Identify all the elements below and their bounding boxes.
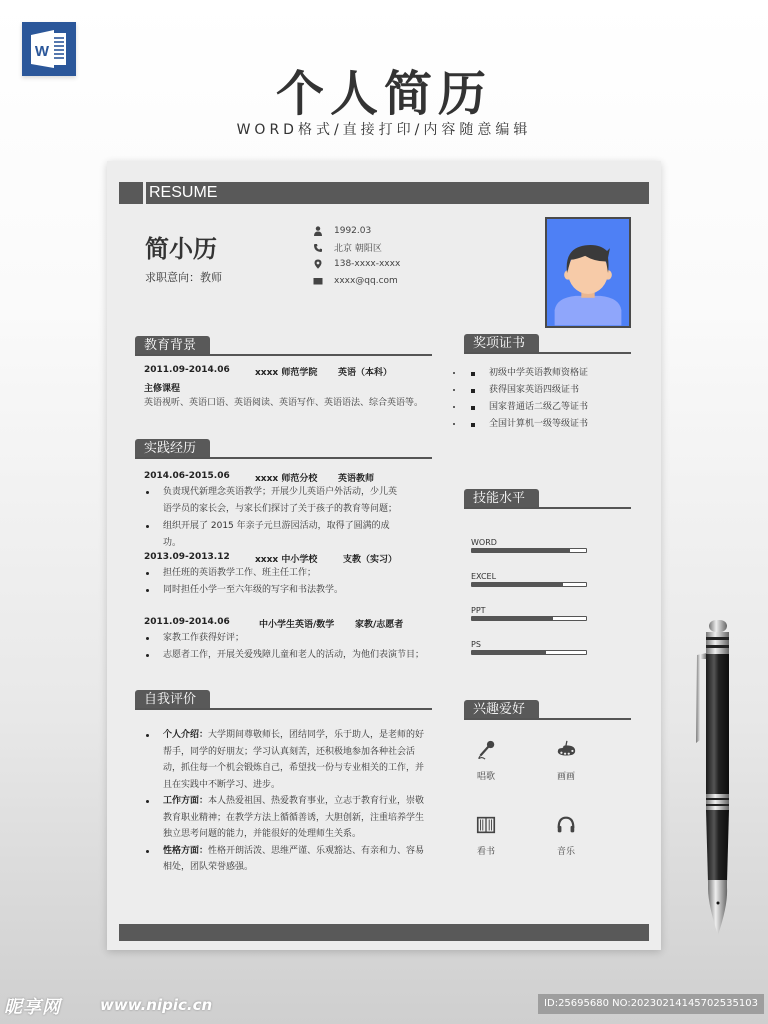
section-self-eval-header — [135, 690, 432, 710]
svg-text:W: W — [34, 43, 50, 60]
skill-word — [471, 537, 587, 553]
skill-ps — [471, 639, 587, 655]
entry-org: xxxx 师范分校 — [255, 474, 318, 484]
skill-label: EXCEL — [471, 572, 497, 581]
section-divider — [464, 507, 631, 509]
item-text: 本人热爱祖国、热爱教育事业，立志于教育行业，崇敬教育职业精神；在教学方法上循循善诱，大胆创新，注重培养学生独立思考问题的能力，并能很好的处理师生关系。 — [163, 796, 425, 839]
section-skills-header — [464, 489, 631, 509]
watermark-logo: 昵享网 — [4, 997, 61, 1018]
watermark-url: www.nipic.cn — [100, 996, 213, 1014]
contact-address — [312, 240, 400, 257]
hobby-label: 看书 — [476, 847, 495, 857]
contact-email — [312, 273, 400, 290]
skill-bar — [471, 582, 587, 587]
contact-birth — [312, 223, 400, 240]
awards-list — [464, 365, 644, 433]
avatar-photo — [545, 217, 631, 328]
resume-banner-square — [119, 182, 143, 204]
list-item — [144, 793, 429, 843]
section-title: 技能水平 — [464, 489, 539, 508]
section-hobbies-header — [464, 700, 631, 720]
entry-role: 家教/志愿者 — [355, 620, 404, 630]
watermark-id: ID:25695680 NO:20230214145702535103 — [538, 994, 764, 1014]
hobby-label: 画画 — [556, 772, 575, 782]
list-item: 志愿者工作，开展关爱残障儿童和老人的活动，为他们表演节目； — [144, 647, 444, 664]
list-item: • 获得国家英语四级证书 — [464, 382, 644, 399]
item-text: 性格开朗活泼、思维严谨、乐观豁达、有亲和力、容易相处，团队荣誉感强。 — [163, 845, 425, 872]
list-item: 同时担任小学一至六年级的写字和书法教学。 — [144, 582, 434, 599]
list-item — [144, 843, 429, 876]
skill-bar — [471, 548, 587, 553]
hobby-label: 音乐 — [556, 847, 575, 857]
experience-bullets — [144, 565, 434, 599]
contact-value: xxxx@qq.com — [334, 275, 398, 286]
skill-excel — [471, 571, 587, 587]
list-item: • 国家普通话二级乙等证书 — [464, 399, 644, 416]
skill-fill — [472, 549, 570, 552]
entry-org: xxxx 师范学院 — [255, 368, 318, 378]
candidate-name: 简小历 — [145, 235, 217, 263]
section-awards-header — [464, 334, 631, 354]
item-label: 工作方面： — [163, 796, 209, 806]
skill-label: PPT — [471, 606, 486, 615]
item-label: 性格方面： — [163, 845, 209, 856]
self-eval-list — [144, 727, 429, 876]
person-icon — [312, 225, 324, 237]
section-title: 实践经历 — [135, 439, 210, 458]
job-intent: 求职意向：教师 — [145, 271, 222, 284]
entry-org: 中小学生英语/数学 — [259, 620, 335, 630]
hobby-music — [541, 814, 591, 857]
courses-text: 英语视听、英语口语、英语阅读、英语写作、英语语法、综合英语等。 — [144, 398, 424, 408]
experience-bullets — [144, 630, 444, 664]
headphones-icon — [555, 814, 577, 836]
skill-bar — [471, 616, 587, 621]
list-item: 组织开展了 2015 年亲子元旦游园活动，取得了圆满的成功。 — [144, 518, 404, 552]
skill-bar — [471, 650, 587, 655]
skill-fill — [472, 617, 553, 620]
resume-card — [107, 161, 661, 950]
list-item: 担任班的英语教学工作、班主任工作； — [144, 565, 434, 582]
entry-date: 2011.09-2014.06 — [144, 617, 230, 627]
section-divider — [135, 457, 432, 459]
skill-label: WORD — [471, 538, 497, 547]
entry-role: 英语教师 — [338, 474, 375, 484]
list-item — [144, 727, 429, 793]
entry-date: 2013.09-2013.12 — [144, 552, 230, 562]
hobby-reading — [461, 814, 511, 857]
avatar-icon — [547, 219, 629, 326]
hobby-singing — [461, 739, 511, 782]
experience-bullets — [144, 484, 404, 552]
hobby-label: 唱歌 — [476, 772, 495, 782]
book-icon — [475, 814, 497, 836]
section-title: 兴趣爱好 — [464, 700, 539, 719]
item-text: 大学期间尊敬师长，团结同学，乐于助人，是老师的好帮手，同学的好朋友；学习认真刻苦，还积极地参加各种社会活动，抓住每一个机会锻炼自己，希望找一份与专业相关的工作，并且在实践中不断学习、进步。 — [163, 730, 425, 790]
section-title: 自我评价 — [135, 690, 210, 709]
microphone-icon — [475, 739, 497, 761]
entry-role: 英语（本科） — [338, 368, 393, 378]
contact-value: 1992.03 — [334, 226, 372, 237]
section-divider — [135, 708, 432, 710]
skill-fill — [472, 651, 546, 654]
entry-role: 支教（实习） — [343, 555, 398, 565]
fountain-pen-icon — [692, 615, 742, 945]
skill-ppt — [471, 605, 587, 621]
mail-icon — [312, 275, 324, 287]
section-divider — [464, 352, 631, 354]
list-item: 负责现代新理念英语教学；开展少儿英语户外活动，少儿英语学员的家长会，与家长们探讨了关于孩子的教育等问题； — [144, 484, 404, 518]
contact-info — [312, 223, 400, 289]
list-item: 家教工作获得好评； — [144, 630, 444, 647]
hobby-painting — [541, 739, 591, 782]
section-experience-header — [135, 439, 432, 459]
entry-org: xxxx 中小学校 — [255, 555, 318, 565]
contact-value: 138-xxxx-xxxx — [334, 259, 401, 270]
location-pin-icon — [312, 258, 324, 270]
entry-date: 2011.09-2014.06 — [144, 365, 230, 375]
entry-date: 2014.06-2015.06 — [144, 471, 230, 481]
phone-icon — [312, 242, 324, 254]
contact-phone — [312, 256, 400, 273]
resume-banner: RESUME — [146, 182, 649, 204]
palette-icon — [555, 739, 577, 761]
section-title: 奖项证书 — [464, 334, 539, 353]
list-item: • 全国计算机一级等级证书 — [464, 416, 644, 433]
contact-value: 北京 朝阳区 — [334, 244, 382, 255]
courses-label: 主修课程 — [144, 384, 181, 394]
section-education-header — [135, 336, 432, 356]
item-label: 个人介绍： — [163, 730, 209, 740]
footer-bar — [119, 924, 649, 941]
skill-fill — [472, 583, 563, 586]
page-title: 个人简历 — [275, 66, 492, 122]
section-divider — [464, 718, 631, 720]
list-item: • 初级中学英语教师资格证 — [464, 365, 644, 382]
section-title: 教育背景 — [135, 336, 210, 355]
page-subtitle: WORD格式/直接打印/内容随意编辑 — [236, 122, 532, 138]
section-divider — [135, 354, 432, 356]
skill-label: PS — [471, 640, 481, 649]
